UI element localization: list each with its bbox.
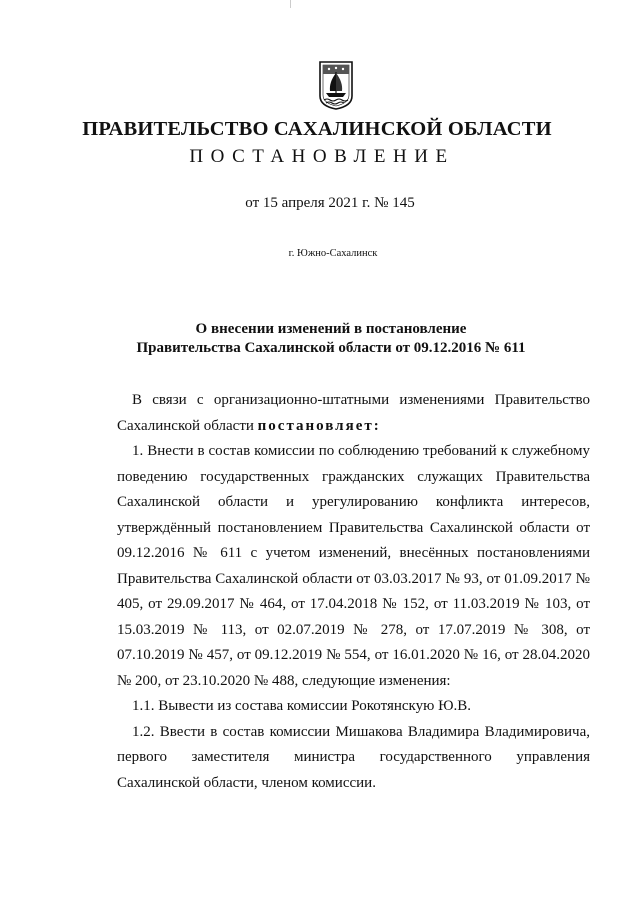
government-title: ПРАВИТЕЛЬСТВО САХАЛИНСКОЙ ОБЛАСТИ [82, 118, 552, 140]
item-1-2-paragraph: 1.2. Ввести в состав комиссии Мишакова Владимира Владимировича, первого заместителя министра государственного управления Сахалинской области, членом комиссии. [117, 723, 590, 791]
preamble-text: В связи с организационно-штатными изменениями Правительство Сахалинской области [117, 392, 590, 434]
subject-line-1: О внесении изменений в постановление [195, 321, 467, 337]
preamble-paragraph [117, 388, 590, 439]
scan-artifact [290, 0, 291, 8]
sakhalin-coat-of-arms-icon [318, 60, 354, 110]
document-date-number: от 15 апреля 2021 г. № 145 [245, 195, 415, 211]
document-type: ПОСТАНОВЛЕНИЕ [189, 146, 455, 167]
item-1-paragraph: 1. Внести в состав комиссии по соблюдению требований к служебному поведению государственных гражданских служащих Правительства Сахалинской области и урегулированию конфликта интересов, утверждённый постановлением Правительства Сахалинской области от 09.12.2016 № 611 с учетом изменений, внесённых постановлениями Правительства Сахалинской области от 03.03.2017 № 93, от 01.09.2017 № 405, от 29.09.2017 № 464, от 17.04.2018 № 152, от 11.03.2019 № 103, от 15.03.2019 № 113, от 02.07.2019 № 278, от 17.07.2019 № 308, от 07.10.2019 № 457, от 09.12.2019 № 554, от 16.01.2020 № 16, от 28.04.2020 № 200, от 23.10.2020 № 488, следующие изменения: [117, 443, 590, 689]
document-body [117, 388, 590, 796]
item-1-1-paragraph: 1.1. Вывести из состава комиссии Рокотянскую Ю.В. [132, 698, 472, 714]
preamble-keyword: постановляет: [257, 417, 381, 434]
document-subject [0, 320, 634, 358]
document-place: г. Южно-Сахалинск [288, 248, 378, 259]
subject-line-2: Правительства Сахалинской области от 09.12.2016 № 611 [136, 340, 526, 356]
